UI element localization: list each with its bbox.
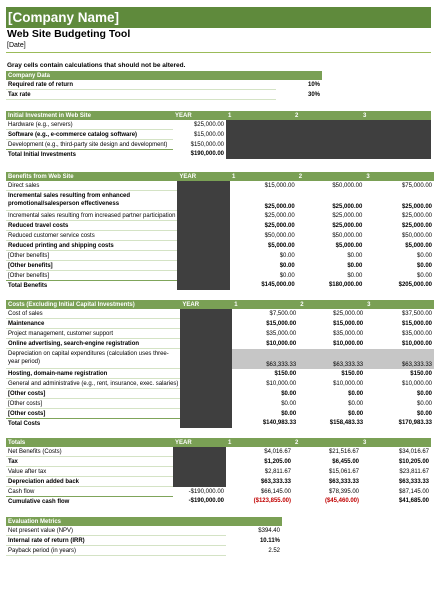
cost-value[interactable]: $10,000.00 — [401, 380, 432, 387]
blocked-cell — [173, 447, 226, 457]
blocked-cell — [180, 369, 232, 379]
costs-table — [6, 300, 434, 428]
totals-heading: Totals — [6, 438, 173, 447]
npv-value: $394.40 — [258, 527, 280, 534]
blocked-cell — [180, 419, 232, 429]
blocked-cell — [177, 271, 230, 281]
other-benefits-label: [Other benefits] — [6, 251, 177, 261]
general-admin-label: General and administrative (e.g., rent, insurance, exec. salaries) — [8, 380, 179, 387]
cost-value[interactable]: $15,000.00 — [266, 320, 297, 327]
blocked-cell — [180, 399, 232, 409]
partner-sales-label: Incremental sales resulting from increased partner participation — [8, 212, 176, 219]
column-header-3: 3 — [365, 300, 434, 309]
benefit-value[interactable]: $0.00 — [347, 252, 363, 259]
other-benefits-label: [Other benefits] — [6, 271, 177, 281]
software-label: Software (e.g., e-commerce catalog software) — [6, 130, 173, 140]
calculated-cost-value: $63,333.33 — [232, 349, 298, 369]
benefit-value[interactable]: $50,000.00 — [264, 232, 295, 239]
total-benefits-value: $180,000.00 — [328, 282, 363, 289]
blocked-cell — [180, 329, 232, 339]
total-benefits-value: $205,000.00 — [398, 282, 432, 289]
blocked-cell — [173, 477, 226, 487]
blocked-cell — [177, 221, 230, 231]
net-benefits-label: Net Benefits (Costs) — [6, 447, 173, 457]
cost-value[interactable]: $10,000.00 — [401, 340, 432, 347]
blocked-cell — [361, 130, 431, 140]
blocked-cell — [177, 251, 230, 261]
cash-flow-year-value: -$190,000.00 — [188, 488, 224, 495]
column-header-2: 2 — [298, 300, 365, 309]
blocked-cell — [226, 150, 293, 160]
totals-value: $63,333.33 — [328, 478, 359, 485]
benefit-value[interactable]: $15,000.00 — [264, 182, 295, 189]
cost-of-sales-label: Cost of sales — [6, 309, 180, 319]
totals-value: $63,333.33 — [398, 478, 429, 485]
benefit-value[interactable]: $25,000.00 — [264, 203, 295, 210]
totals-value: $21,516.67 — [328, 448, 359, 455]
other-costs-label: [Other costs] — [6, 389, 180, 399]
cost-value[interactable]: $0.00 — [348, 410, 364, 417]
totals-value: $34,016.67 — [398, 448, 429, 455]
total-costs-value: $170,983.33 — [398, 420, 432, 427]
column-header-1: 1 — [226, 438, 293, 447]
blocked-cell — [180, 409, 232, 419]
required-rate-value[interactable]: 10% — [307, 81, 320, 88]
blocked-cell — [361, 150, 431, 160]
cost-value[interactable]: $0.00 — [348, 390, 364, 397]
blocked-cell — [177, 181, 230, 191]
cost-value[interactable]: $150.00 — [410, 370, 432, 377]
benefit-value[interactable]: $25,000.00 — [401, 203, 432, 210]
totals-value: $10,205.00 — [398, 458, 429, 465]
other-costs-label: [Other costs] — [6, 409, 180, 419]
initial-investment-heading: Initial Investment in Web Site — [6, 111, 173, 120]
costs-heading: Costs (Excluding Initial Capital Investments) — [6, 300, 180, 309]
column-header-year: YEAR — [180, 300, 232, 309]
blocked-cell — [173, 467, 226, 477]
totals-value: $23,811.67 — [399, 468, 429, 475]
company-data-heading: Company Data — [6, 71, 276, 80]
total-costs-label: Total Costs — [8, 420, 41, 427]
total-benefits-value: $145,000.00 — [261, 282, 295, 289]
totals-value: $78,395.00 — [328, 488, 359, 495]
totals-value: $1,205.00 — [264, 458, 291, 465]
blocked-cell — [293, 150, 361, 160]
blocked-cell — [180, 319, 232, 329]
other-benefits-label: [Other benefits] — [6, 261, 177, 271]
cumulative-value: ($45,460.00) — [324, 498, 359, 505]
totals-value: $4,016.67 — [264, 448, 291, 455]
cost-value[interactable]: $10,000.00 — [266, 340, 297, 347]
irr-label: Internal rate of return (IRR) — [6, 536, 226, 546]
totals-value: $6,455.00 — [332, 458, 359, 465]
blocked-cell — [177, 211, 230, 221]
cash-flow-label: Cash flow — [6, 487, 173, 497]
cost-value[interactable]: $10,000.00 — [333, 340, 364, 347]
cost-value[interactable]: $10,000.00 — [266, 380, 297, 387]
totals-value: $87,145.00 — [398, 488, 429, 495]
column-header-2: 2 — [293, 438, 361, 447]
totals-value: $66,145.00 — [260, 488, 291, 495]
blocked-cell — [177, 191, 230, 211]
travel-costs-label: Reduced travel costs — [6, 221, 177, 231]
blocked-cell — [226, 130, 293, 140]
online-advertising-label: Online advertising, search-engine registration — [6, 339, 180, 349]
payback-value: 2.52 — [268, 547, 280, 554]
date-field[interactable]: [Date] — [7, 42, 26, 49]
benefit-value[interactable]: $25,000.00 — [264, 222, 295, 229]
company-name-banner[interactable]: [Company Name] — [6, 7, 431, 28]
blocked-cell — [361, 120, 431, 130]
benefit-value[interactable]: $25,000.00 — [401, 222, 432, 229]
blocked-cell — [293, 140, 361, 150]
cost-value[interactable]: $150.00 — [274, 370, 297, 377]
benefit-value[interactable]: $50,000.00 — [332, 232, 363, 239]
sheet-title: Web Site Budgeting Tool — [7, 28, 131, 40]
benefit-value[interactable]: $0.00 — [416, 252, 432, 259]
total-costs-value: $140,983.33 — [262, 420, 297, 427]
payback-label: Payback period (in years) — [6, 546, 226, 556]
cost-value[interactable]: $0.00 — [416, 410, 432, 417]
benefit-value[interactable]: $25,000.00 — [332, 222, 363, 229]
blocked-cell — [180, 339, 232, 349]
totals-value: $15,061.67 — [328, 468, 359, 475]
benefit-value[interactable]: $0.00 — [279, 272, 295, 279]
direct-sales-label: Direct sales — [6, 181, 177, 191]
cost-value[interactable]: $37,500.00 — [401, 310, 432, 317]
cost-value[interactable]: $0.00 — [281, 410, 297, 417]
column-header-year: YEAR — [177, 172, 230, 181]
blocked-cell — [180, 309, 232, 319]
total-initial-label: Total Initial Investments — [8, 151, 76, 158]
customer-service-label: Reduced customer service costs — [6, 231, 177, 241]
cost-value[interactable]: $7,500.00 — [269, 310, 297, 317]
other-costs-label: [Other costs] — [6, 399, 180, 409]
cost-value[interactable]: $150.00 — [341, 370, 364, 377]
blocked-cell — [177, 231, 230, 241]
cost-value[interactable]: $0.00 — [281, 390, 297, 397]
blocked-cell — [293, 120, 361, 130]
project-management-label: Project management, customer support — [6, 329, 180, 339]
column-header-2: 2 — [297, 172, 365, 181]
required-rate-label: Required rate of return — [6, 80, 276, 90]
cost-value[interactable]: $15,000.00 — [333, 320, 364, 327]
development-value[interactable]: $150,000.00 — [190, 141, 224, 148]
npv-label: Net present value (NPV) — [6, 526, 226, 536]
cost-value[interactable]: $0.00 — [281, 400, 297, 407]
benefit-value[interactable]: $50,000.00 — [332, 182, 363, 189]
blocked-cell — [180, 379, 232, 389]
promo-sales-label: Incremental sales resulting from enhanced promotional/salesperson effectiveness — [6, 191, 177, 211]
column-header-1: 1 — [230, 172, 297, 181]
printing-shipping-label: Reduced printing and shipping costs — [6, 241, 177, 251]
total-benefits-label: Total Benefits — [8, 282, 48, 289]
tax-rate-label: Tax rate — [6, 90, 276, 100]
gray-cells-note: Gray cells contain calculations that should not be altered. — [7, 62, 186, 69]
benefit-value[interactable]: $75,000.00 — [401, 182, 432, 189]
column-header-3: 3 — [361, 438, 431, 447]
depreciation-added-back-label: Depreciation added back — [6, 477, 173, 487]
blocked-cell — [180, 349, 232, 369]
cost-value[interactable]: $0.00 — [416, 400, 432, 407]
blocked-cell — [173, 457, 226, 467]
cost-value[interactable]: $35,000.00 — [401, 330, 432, 337]
benefit-value[interactable]: $0.00 — [347, 262, 363, 269]
cumulative-value: $41,685.00 — [398, 498, 429, 505]
tax-label: Tax — [6, 457, 173, 467]
blocked-cell — [361, 140, 431, 150]
benefit-value[interactable]: $25,000.00 — [332, 203, 363, 210]
cost-value[interactable]: $0.00 — [416, 390, 432, 397]
column-header-1: 1 — [232, 300, 298, 309]
depreciation-label: Depreciation on capital expenditures (calculation uses three-year period) — [6, 349, 180, 369]
benefit-value[interactable]: $0.00 — [347, 272, 363, 279]
cost-value[interactable]: $25,000.00 — [333, 310, 364, 317]
column-header-2: 2 — [293, 111, 361, 120]
benefit-value[interactable]: $0.00 — [279, 252, 295, 259]
column-header-year: YEAR — [173, 438, 226, 447]
title-divider — [6, 52, 431, 53]
hosting-label: Hosting, domain-name registration — [6, 369, 180, 379]
value-after-tax-label: Value after tax — [6, 467, 173, 477]
calculated-cost-value: $63,333.33 — [365, 349, 434, 369]
blocked-cell — [177, 241, 230, 251]
totals-value: $63,333.33 — [260, 478, 291, 485]
benefit-value[interactable]: $25,000.00 — [401, 212, 432, 219]
benefit-value[interactable]: $5,000.00 — [335, 242, 363, 249]
column-header-1: 1 — [226, 111, 293, 120]
company-data-heading-fill — [276, 71, 322, 80]
blocked-cell — [177, 261, 230, 271]
cost-value[interactable]: $35,000.00 — [333, 330, 364, 337]
tax-rate-value[interactable]: 30% — [307, 91, 320, 98]
blocked-cell — [293, 130, 361, 140]
maintenance-label: Maintenance — [6, 319, 180, 329]
blocked-cell — [226, 120, 293, 130]
company-data-table — [6, 71, 322, 100]
benefit-value[interactable]: $5,000.00 — [405, 242, 432, 249]
totals-table — [6, 438, 431, 506]
benefit-value[interactable]: $25,000.00 — [332, 212, 363, 219]
hardware-value[interactable]: $25,000.00 — [193, 121, 224, 128]
evaluation-heading-fill — [226, 517, 282, 526]
blocked-cell — [177, 281, 230, 291]
cost-value[interactable]: $0.00 — [348, 400, 364, 407]
column-header-3: 3 — [361, 111, 431, 120]
cost-value[interactable]: $15,000.00 — [401, 320, 432, 327]
benefits-heading: Benefits from Web Site — [6, 172, 177, 181]
calculated-cost-value: $63,333.33 — [298, 349, 365, 369]
benefit-value[interactable]: $50,000.00 — [401, 232, 432, 239]
evaluation-heading: Evaluation Metrics — [6, 517, 226, 526]
column-header-year: YEAR — [173, 111, 226, 120]
initial-investment-table — [6, 111, 431, 159]
total-costs-value: $158,483.33 — [329, 420, 364, 427]
software-value[interactable]: $15,000.00 — [193, 131, 224, 138]
cumulative-year-value: -$190,000.00 — [188, 498, 224, 505]
blocked-cell — [180, 389, 232, 399]
benefit-value[interactable]: $0.00 — [416, 272, 432, 279]
cost-value[interactable]: $35,000.00 — [266, 330, 297, 337]
benefit-value[interactable]: $0.00 — [416, 262, 432, 269]
cumulative-value: ($123,855.00) — [253, 498, 291, 505]
blocked-cell — [226, 140, 293, 150]
cumulative-cash-flow-label: Cumulative cash flow — [8, 498, 70, 505]
benefits-table — [6, 172, 434, 290]
total-initial-value: $190,000.00 — [190, 151, 224, 158]
benefit-value[interactable]: $0.00 — [279, 262, 295, 269]
benefit-value[interactable]: $25,000.00 — [264, 212, 295, 219]
totals-value: $2,811.67 — [264, 468, 291, 475]
hardware-label: Hardware (e.g., servers) — [6, 120, 173, 130]
cost-value[interactable]: $10,000.00 — [333, 380, 364, 387]
irr-value: 10.11% — [259, 537, 280, 544]
benefit-value[interactable]: $5,000.00 — [268, 242, 295, 249]
development-label: Development (e.g., third-party site design and development) — [6, 140, 173, 150]
evaluation-metrics-table — [6, 517, 282, 556]
column-header-3: 3 — [364, 172, 434, 181]
